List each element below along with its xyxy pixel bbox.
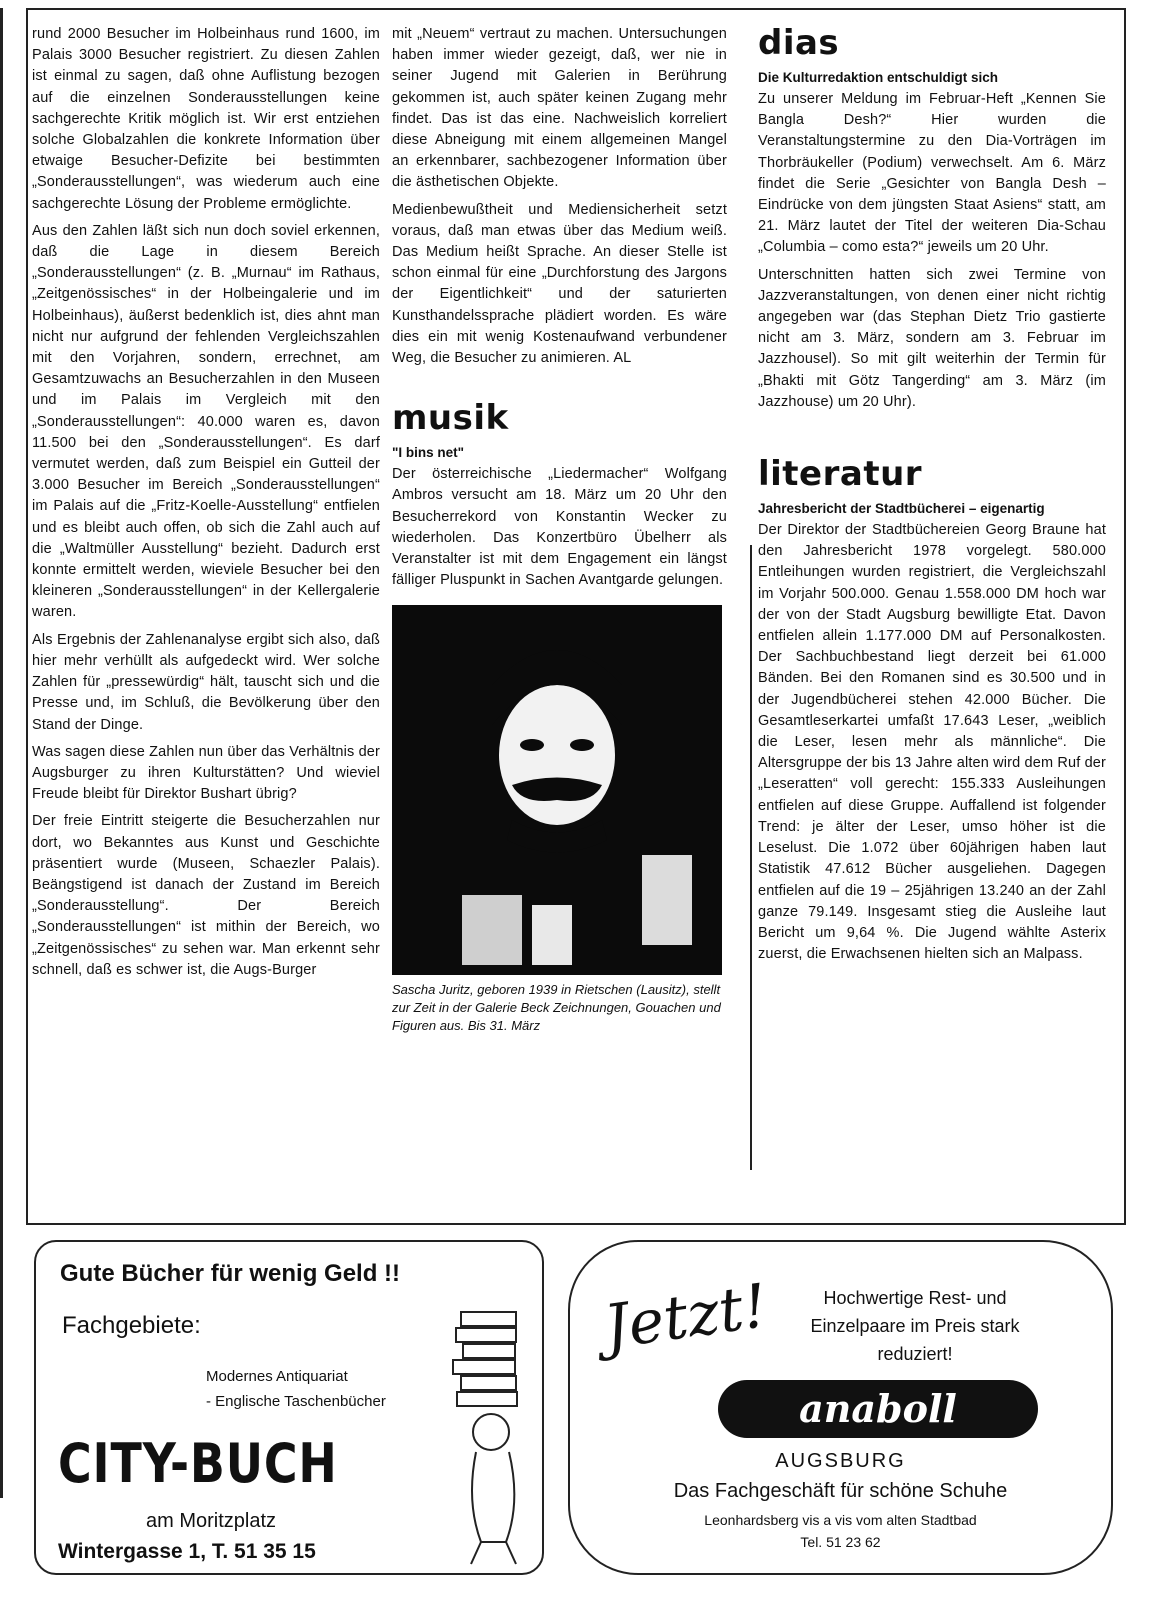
literatur-text: Der Direktor der Stadtbüchereien Georg Braune hat den Jahresbericht 1978 vorgelegt. 580.000 Entleihungen wurden registriert, die Vergleichszahl im Vorjahr 500.000. Genau 1.558.000 DM hoch war der von der Stadt Augsburg bewilligte Etat. Davon entfielen allein 1.177.000 DM auf Personalkosten. Der Sachbuchbestand liegt derzeit bei 61.000 Bänden. Bei den Romanen sind es 30.500 und in der Jugendbücherei stehen 42.000 Bücher. Die Gesamtleserkartei umfaßt 17.643 Leser, „weiblich die Leser, lesen mehr als männliche“. Die Altersgruppe der bis 13 Jahre alten wird dem Ruf der „Leseratten“ voll gerecht: 155.333 Ausleihungen entfielen auf diese Gruppe. Auffallend ist folgender Trend: je älter der Leser, umso höher ist die Leselust. Die 1.072 über 60jährigen haben laut Statistik 47.612 Bücher ausgeliehen. Dagegen entfielen auf die 19 – 25jährigen 13.240 an der Zahl ganze 79.149. Insgesamt stieg die Ausleihe laut Bericht um 9,64 %. Die Jugend wählte Asterix zuerst, die Erwachsenen hielten sich an Malpass. bbox=[758, 522, 1106, 963]
dias-heading: dias bbox=[758, 24, 840, 63]
photo-caption: Sascha Juritz, geboren 1939 in Rietschen (Lausitz), stellt zur Zeit in der Galerie Beck Zeichnungen, Gouachen und Figuren aus. Bis 31. März bbox=[392, 982, 721, 1034]
musik-subheading: "I bins net" bbox=[392, 445, 465, 461]
musik-text: Der österreichische „Liedermacher“ Wolfgang Ambros versucht am 18. März um 20 Uhr den Besucherrekord von Konstantin Wecker zu wiederholen. Das Konzertbüro Übelherr als Veranstalter ist mit dem Engagement ein längst fälliger Pluspunkt in Sachen Avantgarde gelungen. bbox=[392, 466, 727, 589]
city-buch-logo: CITY-BUCH bbox=[58, 1432, 338, 1495]
ad-tagline: Das Fachgeschäft für schöne Schuhe bbox=[673, 1480, 1008, 1502]
col1-paragraph: Aus den Zahlen läßt sich nun doch soviel erkennen, daß die Lage in diesem Bereich „Sonderausstellungen“ (z. B. „Murnau“ im Rathaus, „Zeitgenössisches“ in der Holbeingalerie und im Holbeinhaus), äußerst bedenklich ist, dies ahnt man nicht nur aufgrund der fehlenden Vergleichszahlen mit den Vorjahren, sondern, errechnet, am Gesamtzuwachs an Besucherzahlen in den Museen und im Palais im Vergleich mit den „Sonderausstellungen“: 40.000 waren es, davon 11.500 bei den „Sonderausstellungen“. Es darf vermutet werden, daß zum Beispiel ein Gutteil der 3.000 Besucher im Bereich „Sonderausstellungen“ im Palais auf die „Fritz-Koelle-Ausstellung“ entfielen und es bleibt auch offen, ob sich die Zahl auch auf die „Waltmüller Ausstellung“ bezieht. Dadurch erst konnte ermittelt werden, wieviele Besucher bei den kleineren „Sonderausstellungen“ in der Kellergalerie waren. bbox=[32, 222, 380, 621]
page-edge-rule bbox=[0, 8, 3, 1498]
col1-paragraph: rund 2000 Besucher im Holbeinhaus rund 1600, im Palais 3000 Besucher registriert. Zu diesen Zahlen ist einmal zu sagen, daß ohne Auflistung bezogen auf die einzelnen Sonderausstellungen keine sachgerechte Kritik möglich ist. Wir erst entziehen solche Globalzahlen die konkrete Information über etwaige Besucher-Defizite bei bestimmten „Sonderausstellungen“, was wiederum auch eine sachgerechte Lösung der Probleme ermöglichte. bbox=[32, 26, 380, 212]
musik-heading: musik bbox=[392, 398, 509, 439]
ad-fachgebiete: Fachgebiete: bbox=[62, 1312, 201, 1339]
col1-paragraph: Als Ergebnis der Zahlenanalyse ergibt sich also, daß hier mehr verhüllt als aufgedeckt wird. Wer solche Zahlen für „pressewürdig“ hält, tauscht sich und die Presse und, im Schluß, die Bevölkerung über den Stand der Dinge. bbox=[32, 631, 380, 733]
col1-paragraph: Der freie Eintritt steigerte die Besucherzahlen nur dort, wo Bekanntes aus Kunst und Geschichte präsentiert wurde (Museen, Schaezler Palais). Beängstigend ist danach der Zustand im Bereich „Sonderausstellung“. Der Bereich „Sonderausstellungen“ ist mithin der Bereich, wo „Zeitgenössisches“ zu sehen war. Man erkennt sehr schnell, daß es schwer ist, die Augs-Burger bbox=[32, 813, 380, 978]
ad-city: AUGSBURG bbox=[775, 1450, 906, 1472]
dias-text: Unterschnitten hatten sich zwei Termine von Jazzveranstaltungen, von denen einer nicht richtig angegeben war (das Stephan Dietz Trio gastierte nicht am 3. März, sondern am 3. Februar im Jazzhousel). So mit gilt weiterhin der Termin für „Bhakti mit Götz Tangerding“ am 3. März (im Jazzhouse) um 20 Uhr). bbox=[758, 266, 1106, 410]
col2-paragraph: mit „Neuem“ vertraut zu machen. Untersuchungen haben immer wieder gezeigt, daß, wer nie in seiner Jugend mit Galerien in Berührung gekommen ist, auch später keinen Zugang mehr findet. Das ist das eine. Nachweislich korreliert diese Abneigung mit einem allgemeinen Mangel an erkennbarer, sachbezogener Information über die ästhetischen Objekte. bbox=[392, 26, 727, 191]
literatur-subheading: Jahresbericht der Stadtbücherei – eigenartig bbox=[758, 501, 1045, 517]
artist-photo bbox=[392, 605, 722, 975]
ad-address: Wintergasse 1, T. 51 35 15 bbox=[58, 1540, 316, 1563]
column-2 bbox=[392, 24, 727, 1219]
ad-headline: Gute Bücher für wenig Geld !! bbox=[60, 1260, 401, 1287]
city-buch-ad bbox=[34, 1240, 544, 1575]
dias-subheading: Die Kulturredaktion entschuldigt sich bbox=[758, 70, 999, 85]
column-1 bbox=[32, 24, 380, 1219]
ad-list bbox=[206, 1364, 386, 1414]
artist-portrait-image bbox=[392, 605, 722, 975]
ad-list-item: Modernes Antiquariat bbox=[206, 1368, 348, 1385]
ad-phone: Tel. 51 23 62 bbox=[800, 1534, 881, 1550]
anaboll-ad bbox=[568, 1240, 1113, 1575]
ad-jetzt: Jetzt! bbox=[599, 1270, 772, 1364]
literatur-heading: literatur bbox=[758, 454, 923, 495]
dias-text: Zu unserer Meldung im Februar-Heft „Kennen Sie Bangla Desh?“ Hier wurden die Veranstaltungstermine zu den Dia-Vorträgen im Thorbräukeller (Podium) verwechselt. Am 6. März findet die Serie „Gesichter von Bangla Desh – Eindrücke von dem jüngsten Staat Asiens“ statt, am 21. März lautet der Titel der weiteren Dia-Schau „Columbia – como esta?“ jeweils um 20 Uhr. bbox=[758, 91, 1106, 256]
ad-list-item: - Englische Taschenbücher bbox=[206, 1393, 386, 1410]
col1-paragraph: Was sagen diese Zahlen nun über das Verhältnis der Augsburger zu ihren Kulturstätten? Und wieviel Freude bleibt für Direktor Bushart übrig? bbox=[32, 743, 380, 803]
col2-paragraph: Medienbewußtheit und Mediensicherheit setzt voraus, daß man etwas über das Medium weiß. Das Medium heißt Sprache. An dieser Stelle ist schon einmal für eine „Durchforstung des Jargons der Eigentlichkeit“ und der saturierten Kunsthandelssprache plädiert worden. Es wäre dies ein mit wenig Kostenaufwand verbundener Weg, die Besucher zu animieren. AL bbox=[392, 201, 727, 367]
anaboll-logo: anaboll bbox=[718, 1380, 1038, 1438]
ad-offer: Hochwertige Rest- und Einzelpaare im Preis stark reduziert! bbox=[810, 1288, 1020, 1364]
literatur-side-rule bbox=[750, 545, 752, 1170]
ad-location: am Moritzplatz bbox=[146, 1510, 277, 1532]
bookworm-cartoon-icon bbox=[431, 1302, 541, 1572]
ad-street: Leonhardsberg vis a vis vom alten Stadtbad bbox=[704, 1512, 977, 1528]
column-3 bbox=[758, 24, 1106, 1219]
